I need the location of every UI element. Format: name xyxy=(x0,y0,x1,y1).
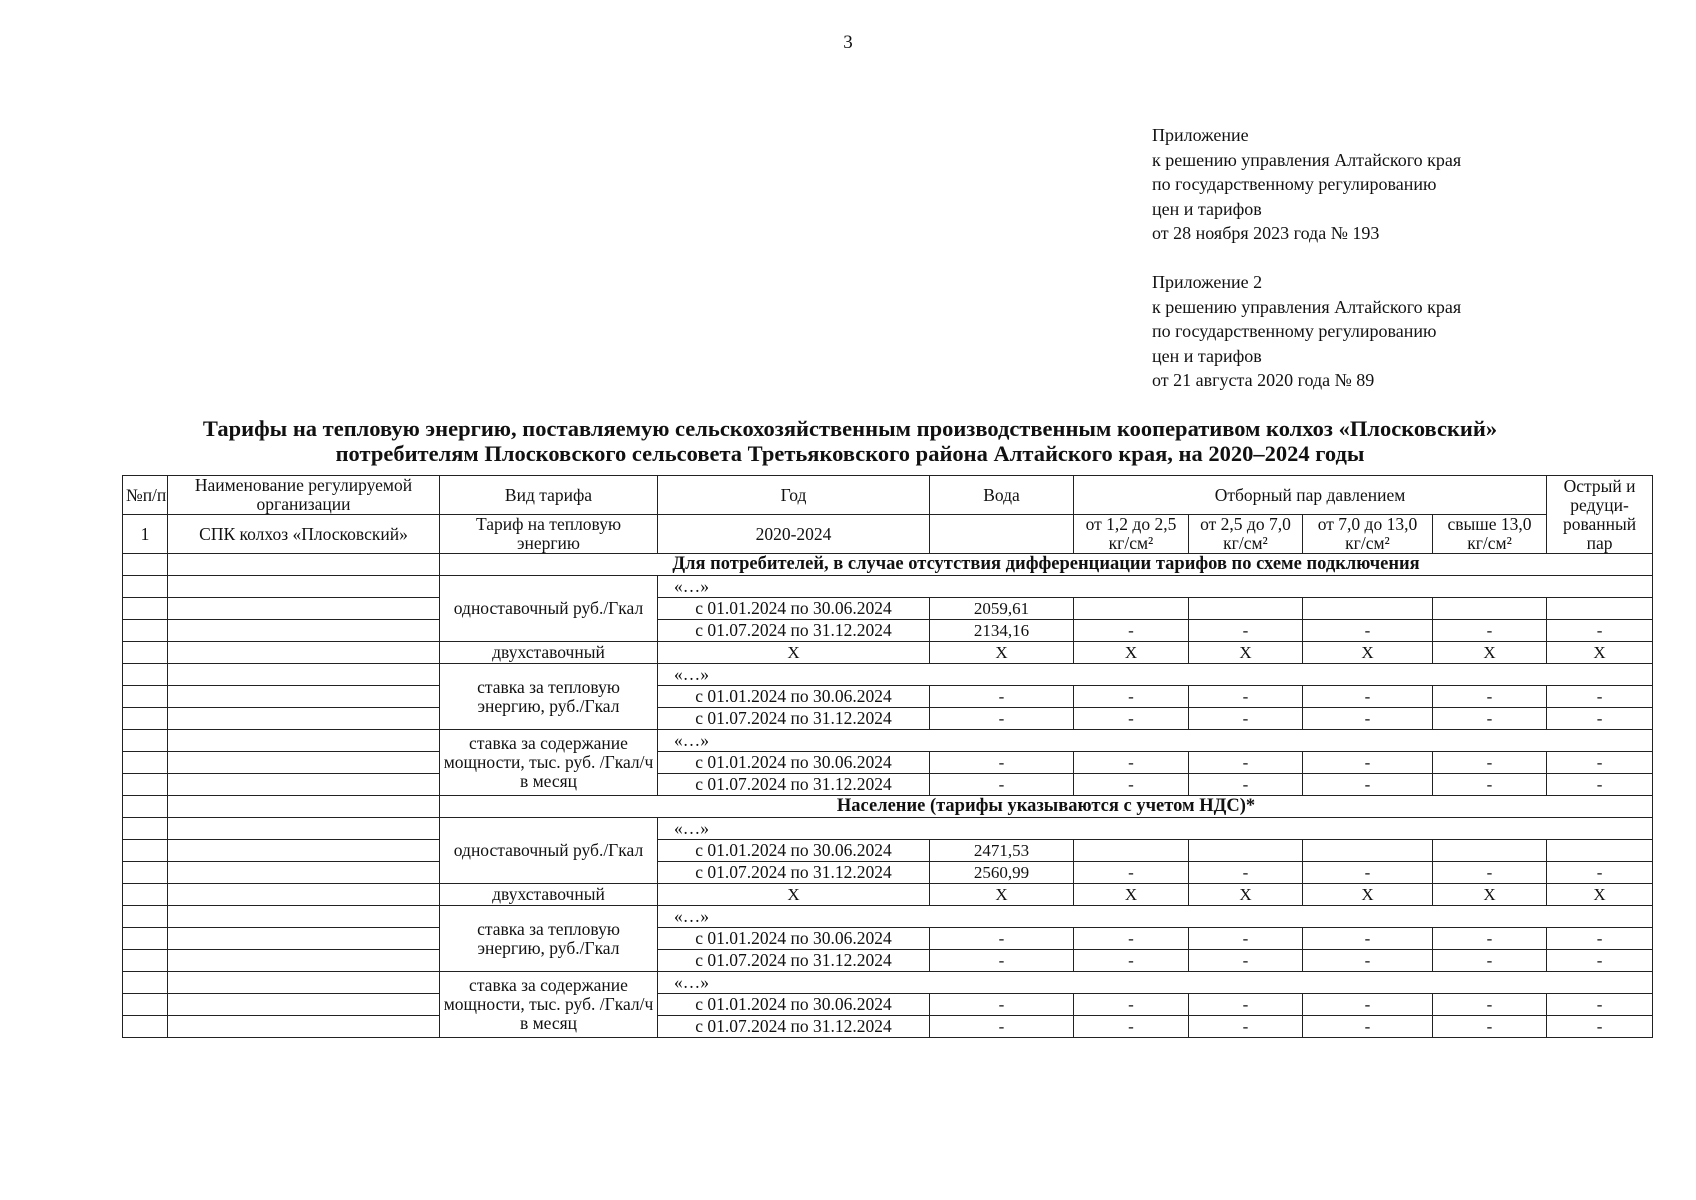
appendix-line: по государственному регулированию xyxy=(1152,174,1437,194)
value-cell: - xyxy=(1074,1016,1189,1038)
empty-num-cell xyxy=(123,664,168,686)
value-cell: - xyxy=(1303,994,1433,1016)
empty-org-cell xyxy=(168,884,440,906)
value-cell: 2059,61 xyxy=(930,598,1074,620)
period-cell: с 01.07.2024 по 31.12.2024 xyxy=(658,774,930,796)
table-row xyxy=(123,840,1653,862)
title-line-2: потребителям Плосковского сельсовета Третьяковского района Алтайского края, на 2020–2024 годы xyxy=(335,441,1365,466)
table-row xyxy=(123,752,1653,774)
header-tariff-type: Вид тарифа xyxy=(440,476,658,515)
steam-col-4: свыше 13,0 кг/см² xyxy=(1433,515,1547,554)
value-cell: - xyxy=(930,774,1074,796)
x-cell: X xyxy=(658,884,930,906)
empty-org-cell xyxy=(168,730,440,752)
org-num: 1 xyxy=(123,515,168,554)
x-cell: X xyxy=(1074,884,1189,906)
period-cell: с 01.07.2024 по 31.12.2024 xyxy=(658,1016,930,1038)
period-cell: с 01.01.2024 по 30.06.2024 xyxy=(658,752,930,774)
page-number: 3 xyxy=(843,32,853,53)
empty-org-cell xyxy=(168,686,440,708)
value-cell: - xyxy=(1189,862,1303,884)
empty-num-cell xyxy=(123,972,168,994)
period-cell: с 01.01.2024 по 30.06.2024 xyxy=(658,686,930,708)
period-cell: с 01.07.2024 по 31.12.2024 xyxy=(658,950,930,972)
empty-org-cell xyxy=(168,928,440,950)
table-row xyxy=(123,598,1653,620)
value-cell: - xyxy=(1547,686,1653,708)
period-cell: с 01.01.2024 по 30.06.2024 xyxy=(658,994,930,1016)
two-rate-label: двухставочный xyxy=(440,642,658,664)
appendix-line: к решению управления Алтайского края xyxy=(1152,149,1462,170)
ellipsis-cell: «…» xyxy=(658,972,1653,994)
single-rate-label: одноставочный руб./Гкал xyxy=(440,576,658,642)
value-cell: - xyxy=(1189,1016,1303,1038)
empty-org-cell xyxy=(168,972,440,994)
empty-num-cell xyxy=(123,884,168,906)
value-cell: - xyxy=(1189,752,1303,774)
empty-num-cell xyxy=(123,774,168,796)
value-cell: - xyxy=(930,1016,1074,1038)
empty-org-cell xyxy=(168,950,440,972)
empty-num-cell xyxy=(123,1016,168,1038)
value-cell: - xyxy=(1547,950,1653,972)
value-cell: - xyxy=(930,686,1074,708)
value-cell: - xyxy=(1189,708,1303,730)
value-cell: - xyxy=(1303,928,1433,950)
value-cell: - xyxy=(1547,1016,1653,1038)
table-row xyxy=(123,576,1653,598)
value-cell: - xyxy=(1547,708,1653,730)
energy-rate-label: ставка за тепловую энергию, руб./Гкал xyxy=(440,906,658,972)
table-row xyxy=(123,818,1653,840)
table-row xyxy=(123,730,1653,752)
header-org: Наименование регулируемой организации xyxy=(168,476,440,515)
empty-num-cell xyxy=(123,598,168,620)
empty-num-cell xyxy=(123,554,168,576)
header-num: №п/п xyxy=(123,476,168,515)
value-cell xyxy=(1074,840,1189,862)
section-title: Для потребителей, в случае отсутствия дифференциации тарифов по схеме подключения xyxy=(440,554,1653,576)
x-cell: X xyxy=(1303,642,1433,664)
ellipsis-cell: «…» xyxy=(658,730,1653,752)
two-rate-label: двухставочный xyxy=(440,884,658,906)
empty-num-cell xyxy=(123,862,168,884)
x-cell: X xyxy=(1189,884,1303,906)
value-cell: - xyxy=(1433,1016,1547,1038)
steam-col-2: от 2,5 до 7,0 кг/см² xyxy=(1189,515,1303,554)
empty-org-cell xyxy=(168,620,440,642)
value-cell xyxy=(1303,598,1433,620)
empty-num-cell xyxy=(123,620,168,642)
empty-num-cell xyxy=(123,730,168,752)
appendix-line: цен и тарифов xyxy=(1152,345,1262,366)
empty-num-cell xyxy=(123,950,168,972)
value-cell: - xyxy=(1189,994,1303,1016)
value-cell: - xyxy=(1303,620,1433,642)
table-row xyxy=(123,862,1653,884)
empty-org-cell xyxy=(168,818,440,840)
table-row xyxy=(123,642,1653,664)
value-cell: - xyxy=(1189,686,1303,708)
value-cell xyxy=(1547,840,1653,862)
empty-num-cell xyxy=(123,642,168,664)
value-cell: - xyxy=(1433,708,1547,730)
value-cell: - xyxy=(1433,752,1547,774)
table-row xyxy=(123,774,1653,796)
empty-num-cell xyxy=(123,906,168,928)
value-cell: - xyxy=(1303,862,1433,884)
ellipsis-cell: «…» xyxy=(658,576,1653,598)
value-cell: - xyxy=(1303,1016,1433,1038)
value-cell: - xyxy=(1547,862,1653,884)
period-cell: с 01.01.2024 по 30.06.2024 xyxy=(658,598,930,620)
appendix-line: по государственному регулированию xyxy=(1152,321,1437,341)
value-cell: - xyxy=(1189,620,1303,642)
x-cell: X xyxy=(1303,884,1433,906)
value-cell: - xyxy=(1074,862,1189,884)
value-cell: - xyxy=(930,708,1074,730)
energy-rate-label: ставка за тепловую энергию, руб./Гкал xyxy=(440,664,658,730)
x-cell: X xyxy=(658,642,930,664)
empty-num-cell xyxy=(123,576,168,598)
value-cell: - xyxy=(1303,752,1433,774)
table-row xyxy=(123,620,1653,642)
empty-org-cell xyxy=(168,906,440,928)
table-header-row xyxy=(123,476,1653,515)
section-title-row xyxy=(123,796,1653,818)
value-cell: - xyxy=(1303,950,1433,972)
org-row xyxy=(123,515,1653,554)
table-row xyxy=(123,994,1653,1016)
empty-org-cell xyxy=(168,708,440,730)
table-row xyxy=(123,972,1653,994)
value-cell: - xyxy=(1433,994,1547,1016)
empty-org-cell xyxy=(168,554,440,576)
appendix-line: Приложение 2 xyxy=(1152,272,1263,292)
capacity-rate-label: ставка за содержание мощности, тыс. руб. /Гкал/ч в месяц xyxy=(440,730,658,796)
x-cell: X xyxy=(1547,884,1653,906)
value-cell xyxy=(1547,598,1653,620)
value-cell: - xyxy=(1189,928,1303,950)
value-cell: - xyxy=(1433,862,1547,884)
value-cell: - xyxy=(1074,620,1189,642)
table-row xyxy=(123,884,1653,906)
empty-num-cell xyxy=(123,928,168,950)
value-cell: 2134,16 xyxy=(930,620,1074,642)
table-row xyxy=(123,1016,1653,1038)
ellipsis-cell: «…» xyxy=(658,664,1653,686)
value-cell: 2471,53 xyxy=(930,840,1074,862)
value-cell: - xyxy=(1074,686,1189,708)
value-cell xyxy=(1303,840,1433,862)
empty-num-cell xyxy=(123,708,168,730)
empty-num-cell xyxy=(123,686,168,708)
empty-org-cell xyxy=(168,840,440,862)
value-cell xyxy=(1074,598,1189,620)
empty-org-cell xyxy=(168,1016,440,1038)
empty-org-cell xyxy=(168,598,440,620)
header-water: Вода xyxy=(930,476,1074,515)
ellipsis-cell: «…» xyxy=(658,906,1653,928)
value-cell: - xyxy=(930,950,1074,972)
section-title-row xyxy=(123,554,1653,576)
empty-org-cell xyxy=(168,642,440,664)
x-cell: X xyxy=(930,884,1074,906)
value-cell: - xyxy=(1074,708,1189,730)
x-cell: X xyxy=(1433,642,1547,664)
capacity-rate-label: ставка за содержание мощности, тыс. руб. /Гкал/ч в месяц xyxy=(440,972,658,1038)
empty-org-cell xyxy=(168,994,440,1016)
value-cell: - xyxy=(930,752,1074,774)
appendix-line: от 28 ноября 2023 года № 193 xyxy=(1152,223,1380,243)
value-cell: - xyxy=(1189,774,1303,796)
value-cell: 2560,99 xyxy=(930,862,1074,884)
value-cell: - xyxy=(1433,928,1547,950)
appendix-line: от 21 августа 2020 года № 89 xyxy=(1152,370,1375,390)
value-cell xyxy=(1189,840,1303,862)
single-rate-label: одноставочный руб./Гкал xyxy=(440,818,658,884)
value-cell: - xyxy=(1547,752,1653,774)
value-cell: - xyxy=(1303,774,1433,796)
title-line-1: Тарифы на тепловую энергию, поставляемую сельскохозяйственным производственным кооперативом колхоз «Плосковский» xyxy=(202,416,1498,441)
value-cell: - xyxy=(1433,774,1547,796)
empty-org-cell xyxy=(168,862,440,884)
value-cell: - xyxy=(930,994,1074,1016)
value-cell: - xyxy=(1433,620,1547,642)
value-cell: - xyxy=(1074,752,1189,774)
steam-col-3: от 7,0 до 13,0 кг/см² xyxy=(1303,515,1433,554)
empty-org-cell xyxy=(168,752,440,774)
x-cell: X xyxy=(1074,642,1189,664)
value-cell: - xyxy=(1303,708,1433,730)
tariff-table xyxy=(122,475,1653,1038)
table-row xyxy=(123,928,1653,950)
value-cell: - xyxy=(1074,950,1189,972)
value-cell: - xyxy=(1303,686,1433,708)
empty-num-cell xyxy=(123,818,168,840)
empty-num-cell xyxy=(123,796,168,818)
value-cell: - xyxy=(1433,686,1547,708)
period-cell: с 01.07.2024 по 31.12.2024 xyxy=(658,862,930,884)
value-cell: - xyxy=(930,928,1074,950)
value-cell: - xyxy=(1189,950,1303,972)
value-cell: - xyxy=(1547,620,1653,642)
value-cell xyxy=(1433,840,1547,862)
value-cell: - xyxy=(1074,994,1189,1016)
period-cell: с 01.07.2024 по 31.12.2024 xyxy=(658,708,930,730)
org-name: СПК колхоз «Плосковский» xyxy=(168,515,440,554)
section-title: Население (тарифы указываются с учетом НДС)* xyxy=(440,796,1653,818)
table-row xyxy=(123,950,1653,972)
table-row xyxy=(123,906,1653,928)
empty-num-cell xyxy=(123,752,168,774)
value-cell: - xyxy=(1547,774,1653,796)
empty-num-cell xyxy=(123,994,168,1016)
value-cell xyxy=(1433,598,1547,620)
x-cell: X xyxy=(1547,642,1653,664)
appendix-original xyxy=(1152,270,1612,393)
steam-col-1: от 1,2 до 2,5 кг/см² xyxy=(1074,515,1189,554)
value-cell: - xyxy=(1074,928,1189,950)
header-sharp-steam: Острый и редуци-рованный пар xyxy=(1547,476,1653,554)
value-cell: - xyxy=(1547,994,1653,1016)
empty-org-cell xyxy=(168,796,440,818)
empty-org-cell xyxy=(168,664,440,686)
table-row xyxy=(123,664,1653,686)
value-cell xyxy=(1189,598,1303,620)
document-title xyxy=(110,416,1590,466)
appendix-line: Приложение xyxy=(1152,125,1249,145)
period-cell: с 01.01.2024 по 30.06.2024 xyxy=(658,928,930,950)
x-cell: X xyxy=(1189,642,1303,664)
ellipsis-cell: «…» xyxy=(658,818,1653,840)
x-cell: X xyxy=(1433,884,1547,906)
table-row xyxy=(123,708,1653,730)
header-year: Год xyxy=(658,476,930,515)
org-tariff: Тариф на тепловую энергию xyxy=(440,515,658,554)
empty-org-cell xyxy=(168,774,440,796)
table-row xyxy=(123,686,1653,708)
appendix-line: цен и тарифов xyxy=(1152,198,1262,219)
x-cell: X xyxy=(930,642,1074,664)
empty-num-cell xyxy=(123,840,168,862)
org-years: 2020-2024 xyxy=(658,515,930,554)
value-cell: - xyxy=(1074,774,1189,796)
period-cell: с 01.07.2024 по 31.12.2024 xyxy=(658,620,930,642)
value-cell: - xyxy=(1433,950,1547,972)
org-water xyxy=(930,515,1074,554)
appendix-current xyxy=(1152,123,1612,246)
value-cell: - xyxy=(1547,928,1653,950)
period-cell: с 01.01.2024 по 30.06.2024 xyxy=(658,840,930,862)
header-steam: Отборный пар давлением xyxy=(1074,476,1547,515)
empty-org-cell xyxy=(168,576,440,598)
appendix-line: к решению управления Алтайского края xyxy=(1152,296,1462,317)
